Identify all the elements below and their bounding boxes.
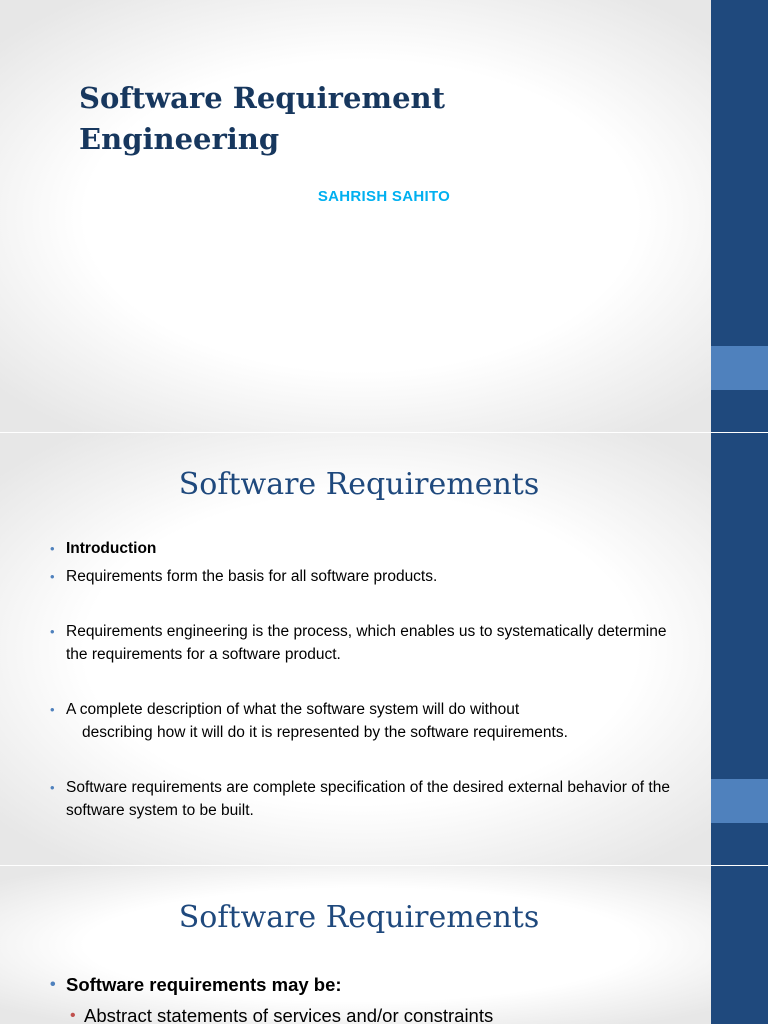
bullet-item <box>50 776 670 822</box>
bullet-icon: • <box>50 569 55 584</box>
bullet-text: Software requirements may be: <box>66 974 342 995</box>
sidebar-accent-block <box>711 346 768 390</box>
bullet-text: Requirements engineering is the process, which enables us to systematically determine the requirements for a software product. <box>66 623 667 663</box>
bullet-item <box>50 698 670 744</box>
sub-bullet-icon: • <box>70 1007 76 1024</box>
sub-bullet-text: Abstract statements of services and/or constraints <box>84 1005 494 1024</box>
bullet-icon: • <box>50 624 55 639</box>
bullet-item <box>50 972 670 998</box>
section-title: Software Requirements <box>178 467 540 502</box>
bullet-list <box>50 972 670 1024</box>
slide-sidebar <box>711 0 768 432</box>
bullet-text: Introduction <box>66 540 157 557</box>
bullet-text: Software requirements are complete specification of the desired external behavior of the software system to be built. <box>66 779 670 819</box>
author-name: SAHRISH SAHITO <box>317 188 451 205</box>
bullet-item <box>50 537 670 560</box>
bullet-list <box>50 537 670 822</box>
bullet-text-continued: describing how it will do it is represented by the software requirements. <box>82 724 568 741</box>
bullet-icon: • <box>50 780 55 795</box>
bullet-icon: • <box>50 541 55 556</box>
section-title: Software Requirements <box>178 900 540 935</box>
bullet-text: A complete description of what the software system will do without <box>66 701 520 718</box>
slide-1 <box>0 0 768 432</box>
bullet-icon: • <box>50 702 55 717</box>
slide-sidebar <box>711 433 768 865</box>
slide-title: Software Requirement Engineering <box>79 81 446 156</box>
bullet-item <box>50 565 670 588</box>
sub-bullet-item <box>50 1003 670 1024</box>
slide-2 <box>0 433 768 865</box>
bullet-item <box>50 620 670 666</box>
sidebar-accent-block <box>711 779 768 823</box>
slide-3 <box>0 866 768 1024</box>
slide-sidebar <box>711 866 768 1024</box>
bullet-text: Requirements form the basis for all software products. <box>66 568 438 585</box>
bullet-icon: • <box>50 976 56 993</box>
